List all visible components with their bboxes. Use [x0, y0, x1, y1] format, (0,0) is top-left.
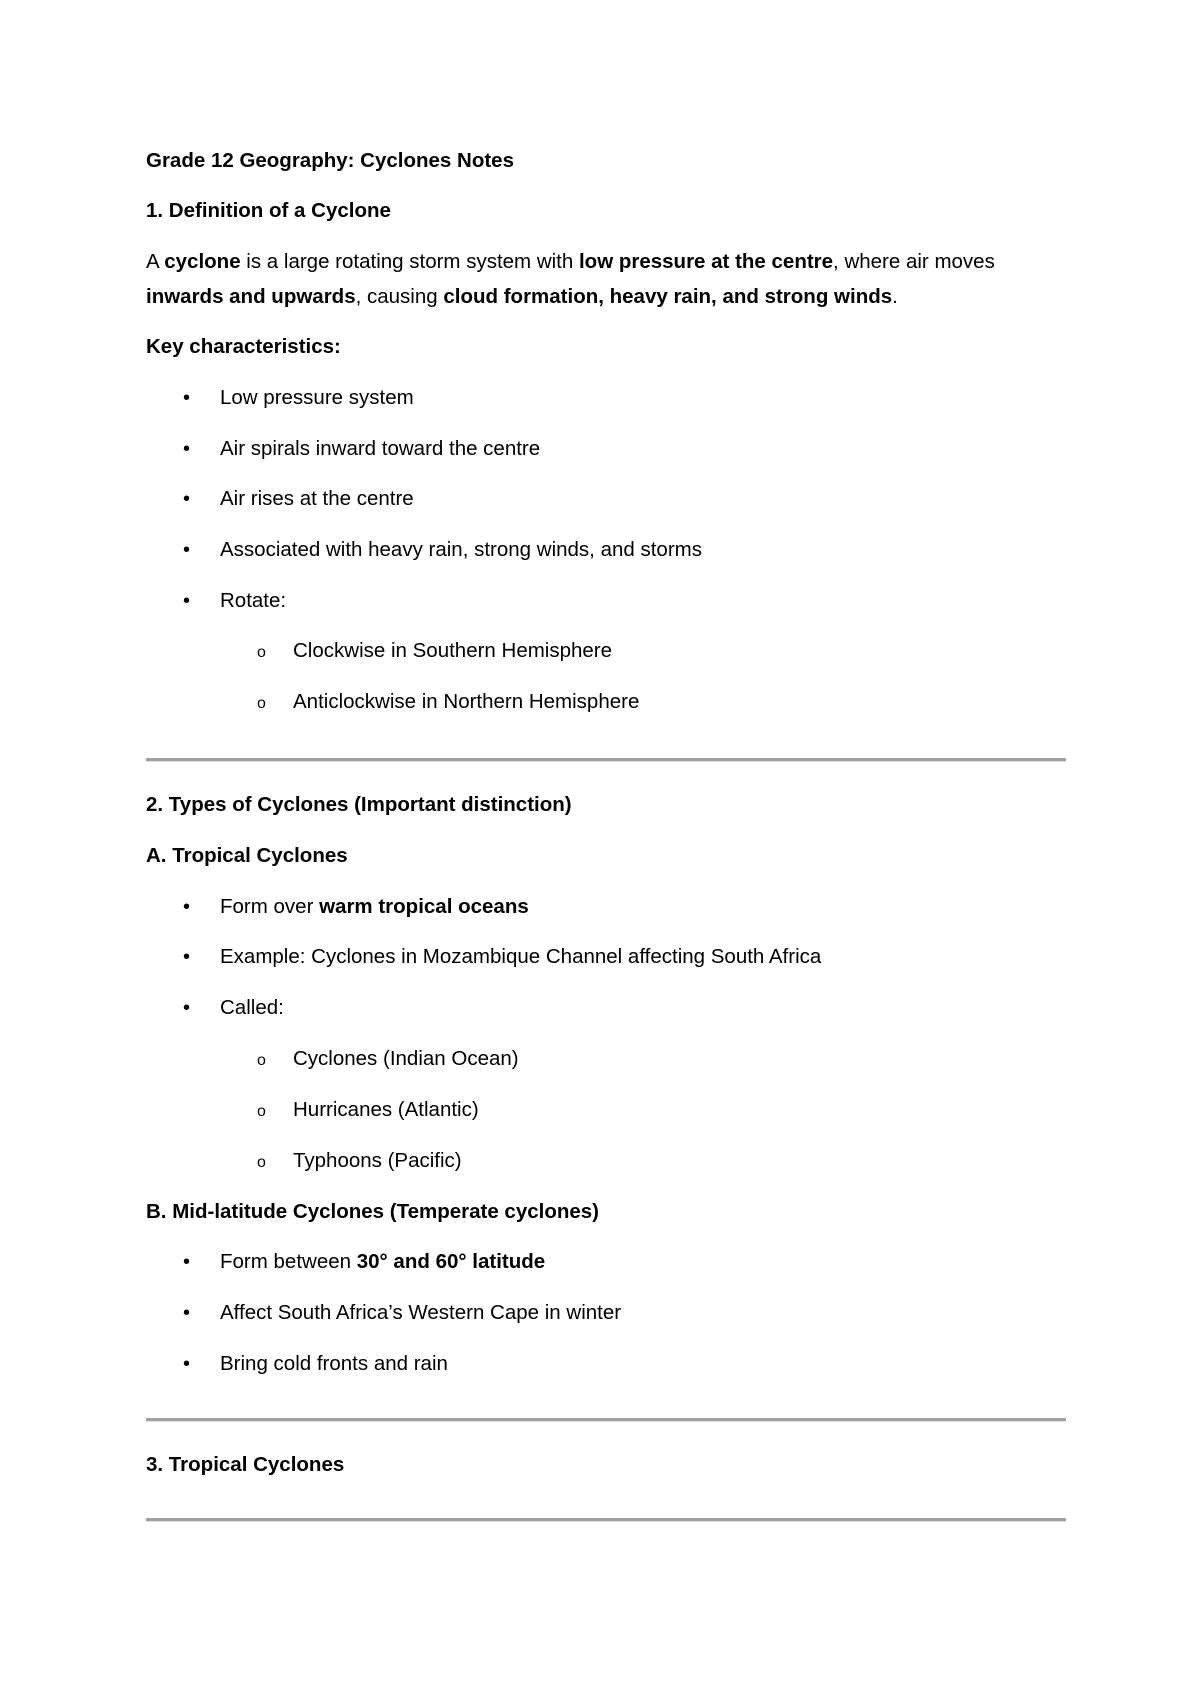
definition-line-2	[146, 284, 898, 310]
list-item: Affect South Africa’s Western Cape in winter	[220, 1301, 622, 1324]
sub-list-item: Clockwise in Southern Hemisphere	[293, 639, 613, 662]
definition-bold-term: low pressure at the centre	[578, 250, 834, 273]
document-title: Grade 12 Geography: Cyclones Notes	[146, 149, 514, 172]
list-item	[220, 1249, 545, 1275]
definition-text: A	[146, 250, 165, 273]
sub-bullet-icon: o	[257, 695, 266, 712]
sub-bullet-icon: o	[257, 1103, 266, 1120]
bullet-icon: •	[183, 946, 191, 968]
definition-bold-term: cloud formation, heavy rain, and strong winds	[443, 285, 893, 308]
definition-text: , causing	[355, 285, 444, 308]
list-item: Low pressure system	[220, 386, 414, 409]
definition-text: .	[892, 285, 898, 308]
section-1-heading: 1. Definition of a Cyclone	[146, 199, 391, 222]
definition-bold-term: inwards and upwards	[146, 285, 356, 308]
list-item: Rotate:	[220, 589, 287, 612]
section-2-heading: 2. Types of Cyclones (Important distinction)	[146, 793, 572, 816]
list-item-text: Form between	[220, 1250, 357, 1273]
list-item: Associated with heavy rain, strong winds, and storms	[220, 538, 702, 561]
definition-line-1	[146, 249, 995, 275]
list-item-bold-text: warm tropical oceans	[319, 895, 529, 918]
key-characteristics-label: Key characteristics:	[146, 335, 341, 358]
horizontal-rule	[146, 1518, 1066, 1522]
sub-list-item: Anticlockwise in Northern Hemisphere	[293, 690, 640, 713]
list-item: Air spirals inward toward the centre	[220, 437, 541, 460]
list-item	[220, 894, 529, 920]
bullet-icon: •	[183, 997, 191, 1019]
sub-bullet-icon: o	[257, 644, 266, 661]
section-3-heading: 3. Tropical Cyclones	[146, 1453, 345, 1476]
sub-bullet-icon: o	[257, 1154, 266, 1171]
list-item: Bring cold fronts and rain	[220, 1352, 448, 1375]
definition-bold-term: cyclone	[164, 250, 241, 273]
bullet-icon: •	[183, 438, 191, 460]
list-item: Example: Cyclones in Mozambique Channel affecting South Africa	[220, 945, 822, 968]
sub-list-item: Typhoons (Pacific)	[293, 1149, 462, 1172]
bullet-icon: •	[183, 1353, 191, 1375]
definition-text: , where air moves	[833, 250, 995, 273]
sub-bullet-icon: o	[257, 1052, 266, 1069]
bullet-icon: •	[183, 896, 191, 918]
list-item-text: Form over	[220, 895, 320, 918]
tropical-cyclones-subheading: A. Tropical Cyclones	[146, 844, 348, 867]
sub-list-item: Hurricanes (Atlantic)	[293, 1098, 479, 1121]
mid-latitude-cyclones-subheading: B. Mid-latitude Cyclones (Temperate cyclones)	[146, 1200, 600, 1223]
sub-list-item: Cyclones (Indian Ocean)	[293, 1047, 519, 1070]
list-item-bold-text: 30° and 60° latitude	[356, 1250, 546, 1273]
horizontal-rule	[146, 758, 1066, 762]
bullet-icon: •	[183, 1251, 191, 1273]
definition-text: is a large rotating storm system with	[240, 250, 579, 273]
list-item: Called:	[220, 996, 284, 1019]
bullet-icon: •	[183, 488, 191, 510]
horizontal-rule	[146, 1418, 1066, 1422]
list-item: Air rises at the centre	[220, 487, 414, 510]
bullet-icon: •	[183, 387, 191, 409]
bullet-icon: •	[183, 590, 191, 612]
bullet-icon: •	[183, 1302, 191, 1324]
bullet-icon: •	[183, 539, 191, 561]
